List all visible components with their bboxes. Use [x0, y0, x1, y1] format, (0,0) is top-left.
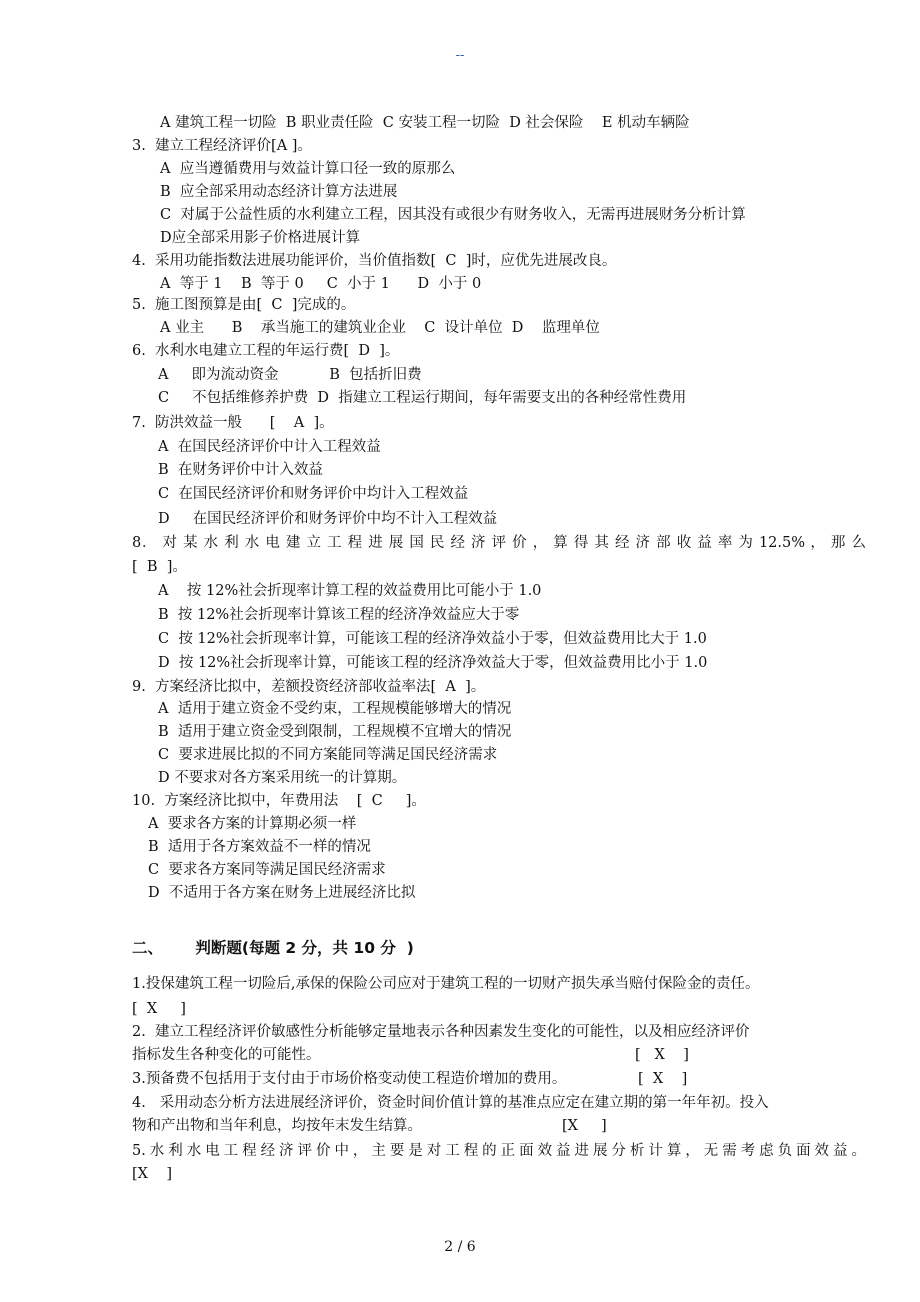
q9-option-c: C 要求进展比拟的不同方案能同等满足国民经济需求	[158, 747, 498, 763]
tf-q1-answer: [ X ]	[132, 1001, 186, 1017]
q6-options-cd: C 不包括维修养护费 D 指建立工程运行期间，每年需要支出的各种经常性费用	[158, 390, 687, 406]
q10-stem: 10. 方案经济比拟中，年费用法 [ C ]。	[132, 793, 426, 809]
q3-option-d: D应全部采用影子价格进展计算	[160, 230, 361, 246]
q8-option-d: D 按 12%社会折现率计算，可能该工程的经济净效益大于零，但效益费用比小于 1.0	[158, 655, 708, 671]
q10-option-a: A 要求各方案的计算期必须一样	[148, 816, 357, 832]
q7-option-d: D 在国民经济评价和财务评价中均不计入工程效益	[158, 511, 498, 527]
q4-stem: 4. 采用功能指数法进展功能评价，当价值指数[ C ]时，应优先进展改良。	[132, 253, 617, 269]
tf-q4-line1: 4. 采用动态分析方法进展经济评价，资金时间价值计算的基准点应定在建立期的第一年年初。投入	[132, 1095, 769, 1111]
tf-q2-line1: 2. 建立工程经济评价敏感性分析能够定量地表示各种因素发生变化的可能性，以及相应经济评价	[132, 1024, 750, 1040]
q2-options: A 建筑工程一切险 B 职业责任险 C 安装工程一切险 D 社会保险 E 机动车辆险	[160, 115, 690, 131]
q9-option-b: B 适用于建立资金受到限制，工程规模不宜增大的情况	[158, 724, 512, 740]
q7-stem: 7. 防洪效益一般 [ A ]。	[132, 415, 334, 431]
q3-option-a: A 应当遵循费用与效益计算口径一致的原那么	[160, 161, 456, 177]
q10-option-d: D 不适用于各方案在财务上进展经济比拟	[148, 885, 416, 901]
q4-options: A 等于 1 B 等于 0 C 小于 1 D 小于 0	[160, 276, 482, 292]
q3-option-c: C 对属于公益性质的水利建立工程，因其没有或很少有财务收入，无需再进展财务分析计算	[160, 207, 746, 223]
tf-q4-answer: [X ]	[562, 1118, 607, 1134]
tf-q1-text: 1.投保建筑工程一切险后,承保的保险公司应对于建筑工程的一切财产损失承当赔付保险金的责任。	[132, 976, 760, 992]
q10-option-c: C 要求各方案同等满足国民经济需求	[148, 862, 386, 878]
q10-option-b: B 适用于各方案效益不一样的情况	[148, 839, 371, 855]
q7-option-a: A 在国民经济评价中计入工程效益	[158, 439, 381, 455]
tf-q4-line2: 物和产出物和当年利息，均按年末发生结算。	[132, 1118, 422, 1134]
q9-option-a: A 适用于建立资金不受约束，工程规模能够增大的情况	[158, 701, 512, 717]
tf-q3-text: 3.预备费不包括用于支付由于市场价格变动使工程造价增加的费用。	[132, 1071, 567, 1087]
q3-option-b: B 应全部采用动态经济计算方法进展	[160, 184, 398, 200]
q5-stem: 5. 施工图预算是由[ C ]完成的。	[132, 297, 356, 313]
q6-options-ab: A 即为流动资金 B 包括折旧费	[158, 367, 422, 383]
q9-option-d: D 不要求对各方案采用统一的计算期。	[158, 770, 407, 786]
q8-stem-line2: [ B ]。	[132, 559, 187, 575]
section-title-true-false: 二、 判断题(每题 2 分，共 10 分 )	[132, 939, 414, 957]
q7-option-c: C 在国民经济评价和财务评价中均计入工程效益	[158, 486, 469, 502]
q8-option-c: C 按 12%社会折现率计算，可能该工程的经济净效益小于零，但效益费用比大于 1.0	[158, 631, 707, 647]
tf-q2-line2: 指标发生各种变化的可能性。	[132, 1047, 321, 1063]
q5-options: A 业主 B 承当施工的建筑业企业 C 设计单位 D 监理单位	[160, 320, 600, 336]
q9-stem: 9. 方案经济比拟中，差额投资经济部收益率法[ A ]。	[132, 679, 486, 695]
q8-stem-line1: 8． 对 某 水 利 水 电 建 立 工 程 进 展 国 民 经 济 评 价 ， 算 得 其 经 济 部 收 益 率 为 12.5% ， 那 么	[132, 535, 866, 551]
q7-option-b: B 在财务评价中计入效益	[158, 462, 323, 478]
tf-q3-answer: [ X ]	[638, 1071, 688, 1087]
q8-option-a: A 按 12%社会折现率计算工程的效益费用比可能小于 1.0	[158, 583, 542, 599]
q8-option-b: B 按 12%社会折现率计算该工程的经济净效益应大于零	[158, 607, 520, 623]
q6-stem: 6. 水利水电建立工程的年运行费[ D ]。	[132, 343, 400, 359]
tf-q2-answer: [ X ]	[635, 1047, 689, 1063]
tf-q5-text: 5.水利水电工程经济评价中，主要是对工程的正面效益进展分析计算，无需考虑负面效益。	[132, 1143, 866, 1159]
page-header-mark: --	[455, 48, 465, 63]
page-number: 2 / 6	[444, 1239, 476, 1255]
q3-stem: 3. 建立工程经济评价[A ]。	[132, 138, 312, 154]
tf-q5-answer: [X ]	[132, 1166, 173, 1182]
